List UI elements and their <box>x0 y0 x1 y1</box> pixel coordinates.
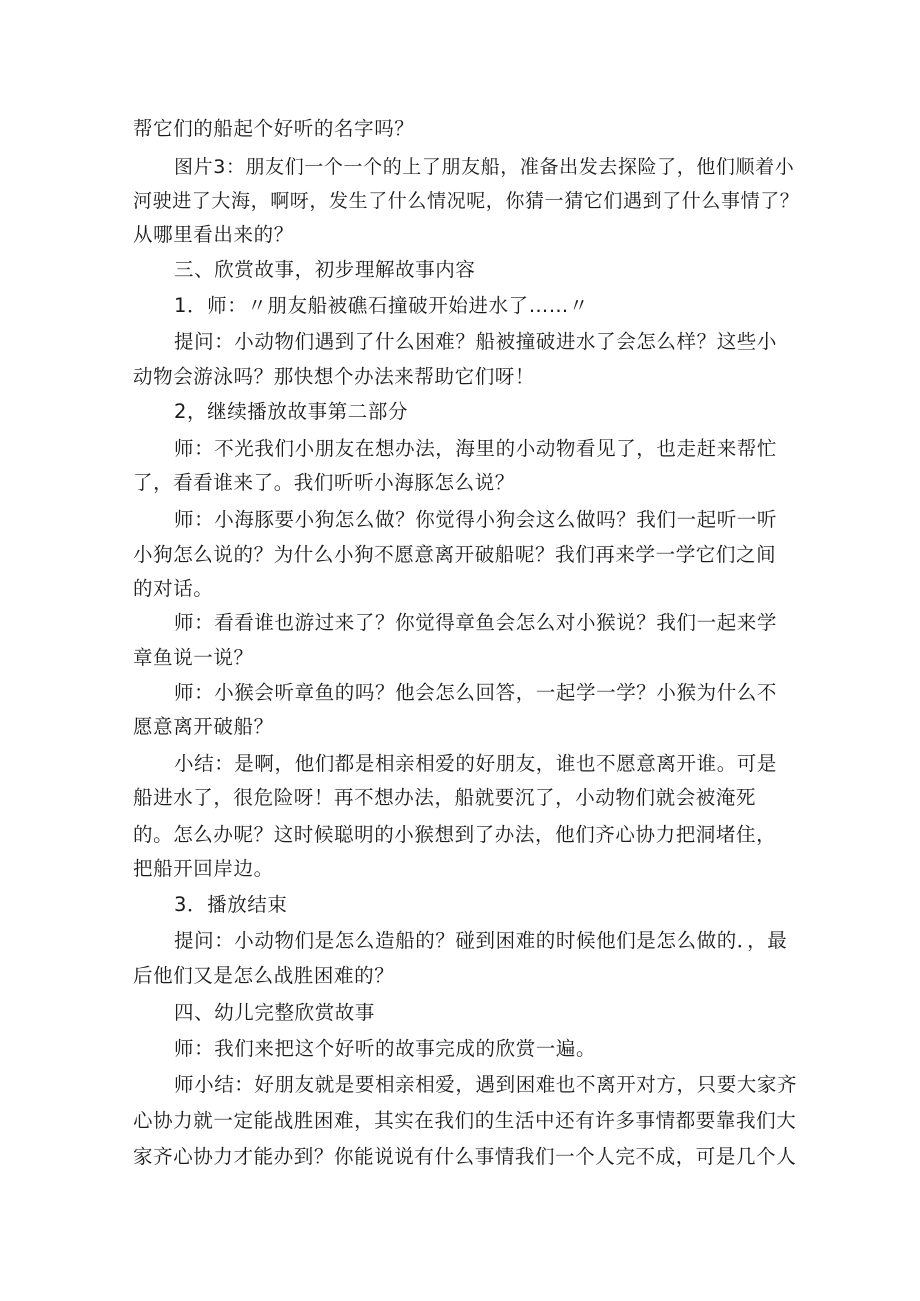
text-line: 河驶进了大海，啊呀，发生了什么情况呢，你猜一猜它们遇到了什么事情了？ <box>133 190 800 212</box>
text-line: 的对话。 <box>133 577 214 600</box>
text-line: 小狗怎么说的？为什么小狗不愿意离开破船呢？我们再来学一学它们之间 <box>133 543 777 566</box>
text-line: 师：看看谁也游过来了？你觉得章鱼会怎么对小猴说？我们一起来学 <box>174 611 778 634</box>
text-line: 把船开回岸边。 <box>133 857 274 880</box>
text-line: 船进水了，很危险呀！再不想办法，船就要沉了，小动物们就会被淹死 <box>133 786 757 809</box>
text-line: 了，看看谁来了。我们听听小海豚怎么说？ <box>133 471 515 494</box>
text-line: 师：不光我们小朋友在想办法，海里的小动物看见了，也走赶来帮忙 <box>174 437 778 460</box>
text-line: 心协力就一定能战胜困难，其实在我们的生活中还有许多事情都要靠我们大 <box>133 1109 797 1132</box>
text-line: 3．播放结束 <box>174 893 288 916</box>
text-line: 2，继续播放故事第二部分 <box>174 400 409 423</box>
text-line: 章鱼说一说？ <box>133 646 254 669</box>
text-line: 愿意离开破船？ <box>133 715 274 738</box>
text-line: 后他们又是怎么战胜困难的？ <box>133 964 395 987</box>
text-line: 师：我们来把这个好听的故事完成的欣赏一遍。 <box>174 1037 597 1060</box>
text-line: 师：小猴会听章鱼的吗？他会怎么回答，一起学一学？小猴为什么不 <box>174 681 778 704</box>
section-heading: 四、幼儿完整欣赏故事 <box>174 1001 376 1024</box>
text-line: 1．师：〃朋友船被礁石撞破开始进水了……〃 <box>174 294 590 317</box>
text-line: 动物会游泳吗？那快想个办法来帮助它们呀！ <box>133 365 536 388</box>
text-line: 师小结：好朋友就是要相亲相爱，遇到困难也不离开对方，只要大家齐 <box>174 1073 798 1096</box>
text-line: 帮它们的船起个好听的名字吗？ <box>133 117 415 140</box>
text-line: 提问：小动物们遇到了什么困难？船被撞破进水了会怎么样？这些小 <box>174 330 778 353</box>
text-line: 从哪里看出来的？ <box>133 223 294 246</box>
text-line: 的。怎么办呢？这时候聪明的小猴想到了办法，他们齐心协力把洞堵住， <box>133 823 777 846</box>
section-heading: 三、欣赏故事，初步理解故事内容 <box>174 258 476 281</box>
text-line: 提问：小动物们是怎么造船的？碰到困难的时候他们是怎么做的．，最 <box>174 929 788 952</box>
text-line: 小结：是啊，他们都是相亲相爱的好朋友，谁也不愿意离开谁。可是 <box>174 752 778 775</box>
text-line: 图片3：朋友们一个一个的上了朋友船，准备出发去探险了，他们顺着小 <box>174 156 795 178</box>
text-line: 家齐心协力才能办到？你能说说有什么事情我们一个人完不成，可是几个人 <box>133 1145 797 1168</box>
text-line: 师：小海豚要小狗怎么做？你觉得小狗会这么做吗？我们一起听一听 <box>174 508 778 531</box>
